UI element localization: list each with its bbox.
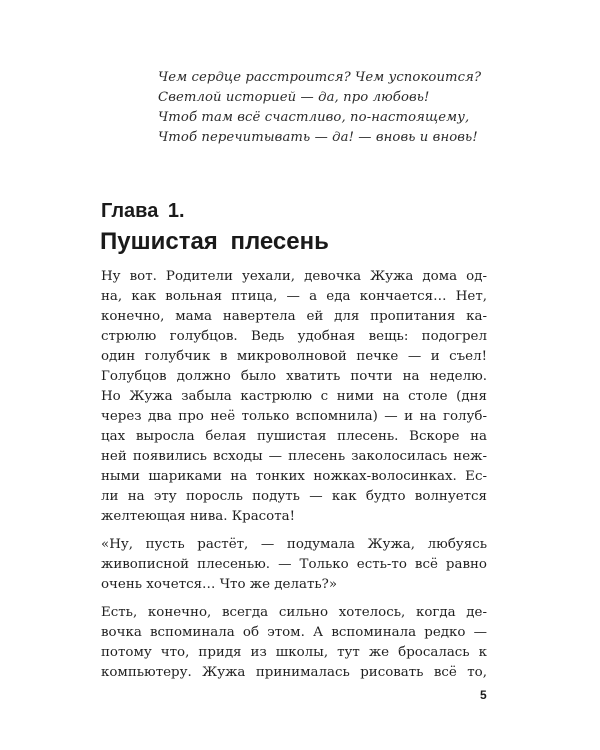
- paragraph: [101, 267, 487, 527]
- text-line: «Ну, пусть растёт, — подумала Жужа, любуясь: [101, 537, 487, 552]
- text-line: потому что, придя из школы, тут же бросалась к: [101, 645, 487, 660]
- text-line: вочка вспоминала об этом. А вспоминала редко —: [101, 625, 487, 640]
- text-line: через два про неё только вспомнила) — и на голуб-: [101, 409, 487, 424]
- text-line: один голубчик в микроволновой печке — и съел!: [101, 349, 487, 364]
- text-line: компьютеру. Жужа принималась рисовать всё то,: [101, 665, 487, 680]
- chapter-body: [101, 267, 487, 683]
- text-line: Ну вот. Родители уехали, девочка Жужа дома од-: [101, 269, 487, 284]
- text-line: стрюлю голубцов. Ведь удобная вещь: подогрел: [101, 329, 487, 344]
- paragraph: [101, 535, 487, 595]
- chapter-number: Глава 1.: [101, 200, 185, 222]
- epigraph-line: Чем сердце расстроится? Чем успокоится?: [158, 70, 482, 85]
- text-line: желтеющая нива. Красота!: [101, 509, 296, 524]
- text-line: Есть, конечно, всегда сильно хотелось, когда де-: [101, 605, 487, 620]
- text-line: на, как вольная птица, — а еда кончается… Нет,: [101, 289, 487, 304]
- text-line: очень хочется… Что же делать?»: [101, 577, 338, 592]
- text-line: Голубцов должно было хватить почти на неделю.: [101, 369, 487, 384]
- paragraph: [101, 603, 487, 683]
- page-number: 5: [480, 688, 487, 702]
- epigraph-line: Чтоб перечитывать — да! — вновь и вновь!: [158, 130, 478, 145]
- epigraph-line: Светлой историей — да, про любовь!: [158, 90, 430, 105]
- text-line: ней появились всходы — плесень заколосилась неж-: [101, 449, 487, 464]
- epigraph-line: Чтоб там всё счастливо, по-настоящему,: [158, 110, 470, 125]
- text-line: ными шариками на тонких ножках-волосинках. Ес-: [101, 469, 487, 484]
- text-line: цах выросла белая пушистая плесень. Вскоре на: [101, 429, 487, 444]
- chapter-title: Пушистая плесень: [100, 228, 329, 255]
- text-line: ли на эту поросль подуть — как будто волнуется: [101, 489, 487, 504]
- epigraph: [158, 68, 518, 148]
- text-line: конечно, мама навертела ей для пропитания ка-: [101, 309, 487, 324]
- text-line: живописной плесенью. — Только есть-то всё равно: [101, 557, 487, 572]
- text-line: Но Жужа забыла кастрюлю с ними на столе (дня: [101, 389, 487, 404]
